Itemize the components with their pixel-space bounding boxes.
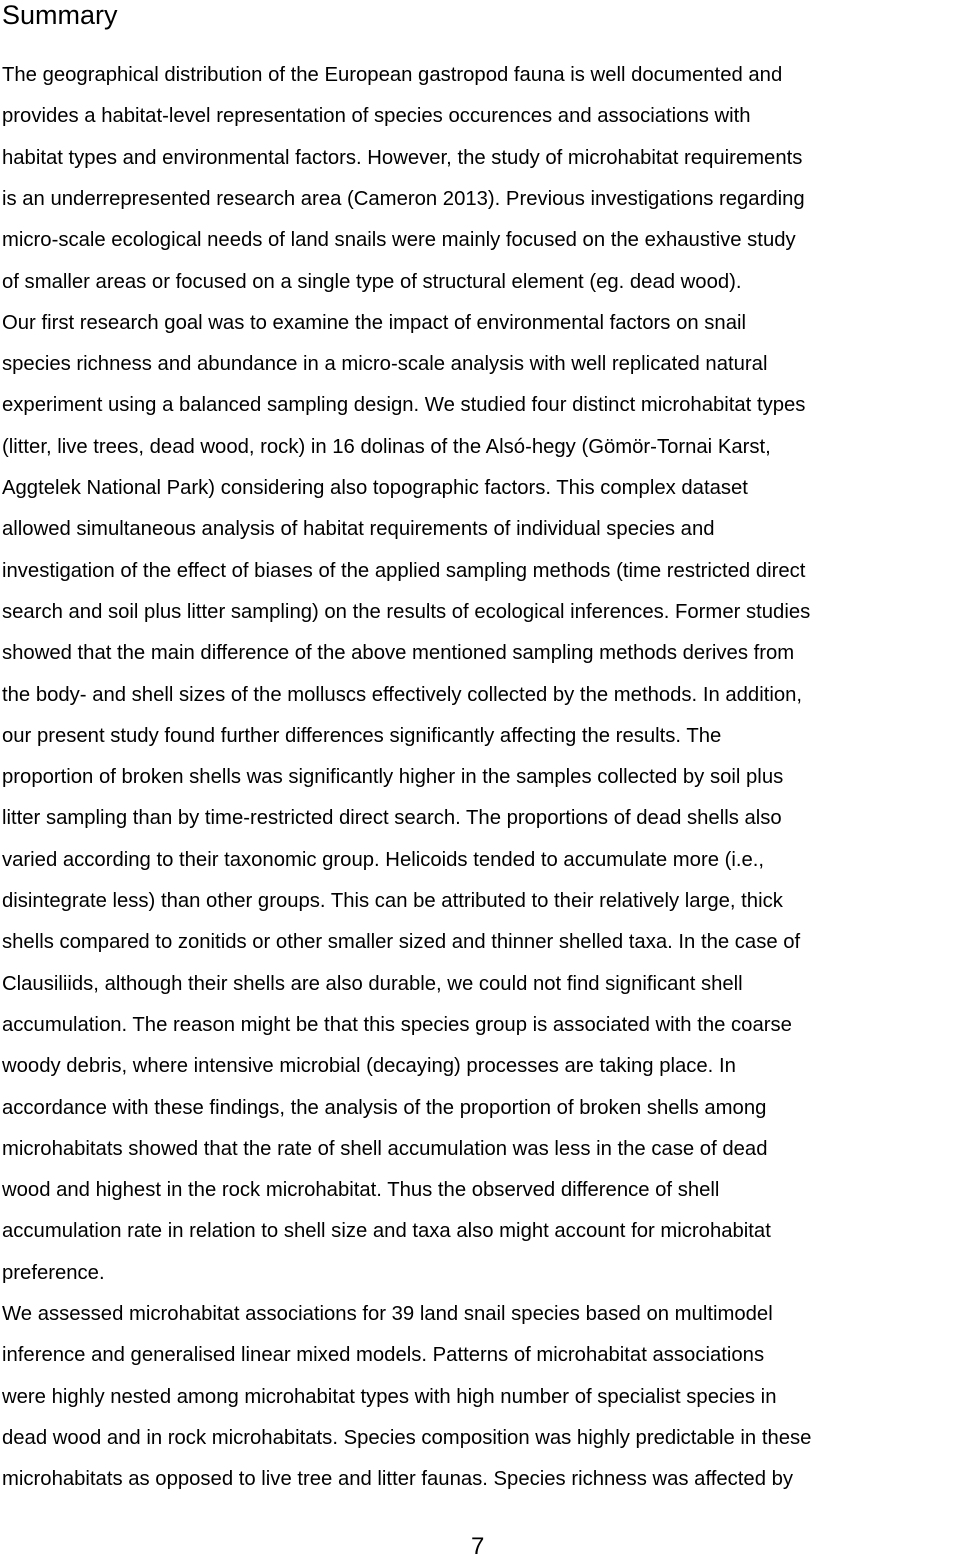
text-line: showed that the main difference of the above mentioned sampling methods derives from xyxy=(2,642,795,665)
page-heading: Summary xyxy=(2,0,118,30)
text-line: proportion of broken shells was significantly higher in the samples collected by soil plus xyxy=(2,766,784,789)
text-line: varied according to their taxonomic group. Helicoids tended to accumulate more (i.e., xyxy=(2,848,765,871)
text-line: species richness and abundance in a micro-scale analysis with well replicated natural xyxy=(2,353,768,376)
text-line: shells compared to zonitids or other smaller sized and thinner shelled taxa. In the case of xyxy=(2,931,801,954)
text-line: search and soil plus litter sampling) on the results of ecological inferences. Former studies xyxy=(2,600,811,623)
text-line: investigation of the effect of biases of the applied sampling methods (time restricted direct xyxy=(2,559,806,582)
text-line: disintegrate less) than other groups. This can be attributed to their relatively large, thick xyxy=(2,890,783,912)
text-line: The geographical distribution of the European gastropod fauna is well documented and xyxy=(2,64,783,86)
text-line: We assessed microhabitat associations for 39 land snail species based on multimodel xyxy=(2,1303,773,1325)
text-line: were highly nested among microhabitat types with high number of specialist species in xyxy=(2,1385,777,1408)
text-line: provides a habitat-level representation of species occurences and associations with xyxy=(2,105,751,128)
text-line: Clausiliids, although their shells are also durable, we could not find significant shell xyxy=(2,972,743,995)
text-line: the body- and shell sizes of the molluscs effectively collected by the methods. In addition, xyxy=(2,683,803,706)
text-line: experiment using a balanced sampling design. We studied four distinct microhabitat types xyxy=(2,394,806,417)
text-line: accumulation. The reason might be that this species group is associated with the coarse xyxy=(2,1013,792,1036)
text-line: Aggtelek National Park) considering also topographic factors. This complex dataset xyxy=(2,477,748,499)
text-line: accumulation rate in relation to shell size and taxa also might account for microhabitat xyxy=(2,1220,771,1243)
text-line: preference. xyxy=(2,1261,105,1284)
text-line: (litter, live trees, dead wood, rock) in 16 dolinas of the Alsó-hegy (Gömör-Tornai Karst, xyxy=(2,435,771,458)
text-line: habitat types and environmental factors. However, the study of microhabitat requirements xyxy=(2,146,803,169)
text-line: allowed simultaneous analysis of habitat requirements of individual species and xyxy=(2,518,715,541)
text-line: microhabitats as opposed to live tree and litter faunas. Species richness was affected by xyxy=(2,1468,794,1491)
text-line: inference and generalised linear mixed models. Patterns of microhabitat associations xyxy=(2,1344,765,1367)
text-line: micro-scale ecological needs of land snails were mainly focused on the exhaustive study xyxy=(2,229,796,252)
text-line: our present study found further differences significantly affecting the results. The xyxy=(2,724,722,747)
text-line: wood and highest in the rock microhabitat. Thus the observed difference of shell xyxy=(2,1179,720,1202)
text-line: microhabitats showed that the rate of shell accumulation was less in the case of dead xyxy=(2,1137,768,1160)
text-line: dead wood and in rock microhabitats. Species composition was highly predictable in these xyxy=(2,1426,812,1449)
text-line: woody debris, where intensive microbial (decaying) processes are taking place. In xyxy=(2,1055,736,1078)
text-line: of smaller areas or focused on a single type of structural element (eg. dead wood). xyxy=(2,270,742,293)
text-line: Our first research goal was to examine the impact of environmental factors on snail xyxy=(2,311,746,334)
page-number: 7 xyxy=(471,1533,485,1560)
text-line: litter sampling than by time-restricted direct search. The proportions of dead shells also xyxy=(2,807,782,830)
text-line: accordance with these findings, the analysis of the proportion of broken shells among xyxy=(2,1096,767,1119)
text-line: is an underrepresented research area (Cameron 2013). Previous investigations regarding xyxy=(2,187,805,210)
